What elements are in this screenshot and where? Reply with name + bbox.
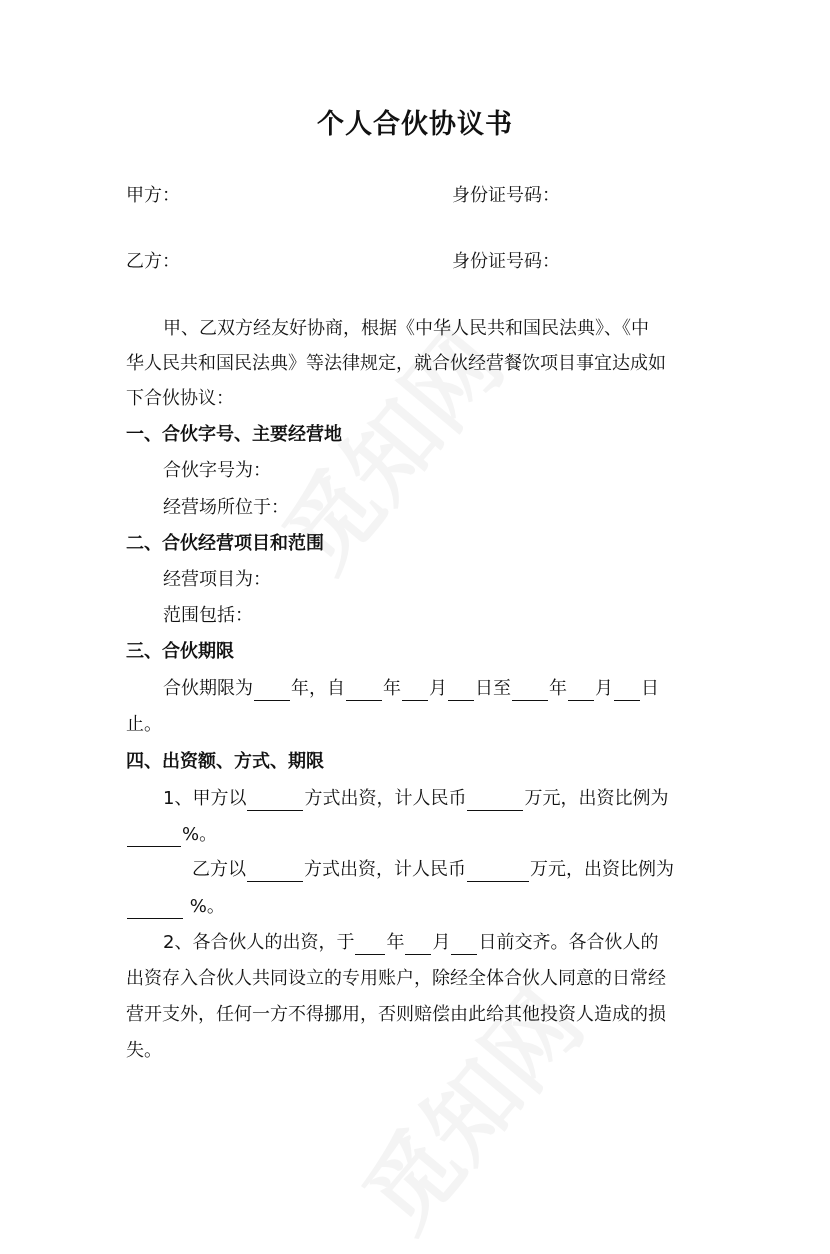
party-b-id-label: 身份证号码：: [452, 251, 560, 272]
contribution-line: [192, 858, 674, 882]
blank-field: [254, 680, 290, 701]
blank-field: [355, 934, 385, 955]
section-heading: 二、合伙经营项目和范围: [126, 533, 324, 554]
deadline-line: 失。: [126, 1040, 162, 1061]
blank-field: [467, 790, 523, 811]
contribution-text: 方式出资，计人民币: [304, 859, 466, 880]
section-item: 经营场所位于：: [163, 497, 289, 518]
term-text: 合伙期限为: [163, 678, 253, 699]
blank-field: [512, 680, 548, 701]
section-item: 合伙字号为：: [163, 460, 271, 481]
deadline-line: [163, 931, 658, 955]
contribution-text: 乙方以: [192, 859, 246, 880]
party-a-id-label: 身份证号码：: [452, 185, 560, 206]
contribution-text: %。: [182, 824, 218, 845]
contribution-line: [126, 895, 225, 919]
section-heading: 三、合伙期限: [126, 641, 234, 662]
blank-field: [614, 680, 640, 701]
term-line: [163, 677, 659, 701]
intro-line: 华人民共和国民法典》等法律规定，就合伙经营餐饮项目事宜达成如: [126, 353, 666, 374]
party-a-label: 甲方：: [126, 185, 180, 206]
blank-field: [247, 790, 303, 811]
deadline-line: 出资存入合伙人共同设立的专用账户，除经全体合伙人同意的日常经: [126, 968, 666, 989]
blank-field: [448, 680, 474, 701]
term-text: 日: [641, 678, 659, 699]
term-end: 止。: [126, 714, 162, 735]
section-item: 经营项目为：: [163, 569, 271, 590]
deadline-text: 日前交齐。各合伙人的: [478, 932, 659, 953]
deadline-text: 月: [432, 932, 451, 953]
contribution-text: %。: [189, 896, 225, 917]
term-text: 年，自: [291, 678, 345, 699]
document-title: 个人合伙协议书: [317, 109, 513, 140]
blank-field: [127, 898, 183, 919]
term-text: 日至: [475, 678, 511, 699]
contribution-text: 万元，出资比例为: [530, 859, 674, 880]
blank-field: [247, 861, 303, 882]
blank-field: [568, 680, 594, 701]
blank-field: [346, 680, 382, 701]
blank-field: [127, 826, 181, 847]
section-heading: 四、出资额、方式、期限: [126, 751, 324, 772]
contribution-line: [163, 787, 668, 811]
contribution-line: [126, 823, 217, 847]
contribution-text: 1、甲方以: [163, 788, 247, 809]
term-text: 月: [429, 678, 447, 699]
term-text: 月: [595, 678, 613, 699]
term-text: 年: [549, 678, 567, 699]
deadline-line: 营开支外，任何一方不得挪用，否则赔偿由此给其他投资人造成的损: [126, 1004, 666, 1025]
deadline-text: 年: [386, 932, 405, 953]
section-heading: 一、合伙字号、主要经营地: [126, 424, 342, 445]
section-item: 范围包括：: [163, 605, 253, 626]
contribution-text: 方式出资，计人民币: [304, 788, 467, 809]
deadline-text: 2、各合伙人的出资，于: [163, 932, 355, 953]
contribution-text: 万元，出资比例为: [524, 788, 669, 809]
intro-line: 下合伙协议：: [126, 388, 234, 409]
term-text: 年: [383, 678, 401, 699]
blank-field: [451, 934, 477, 955]
blank-field: [402, 680, 428, 701]
party-b-label: 乙方：: [126, 251, 180, 272]
intro-line: 甲、乙双方经友好协商，根据《中华人民共和国民法典》、《中: [163, 318, 649, 339]
blank-field: [405, 934, 431, 955]
blank-field: [467, 861, 529, 882]
